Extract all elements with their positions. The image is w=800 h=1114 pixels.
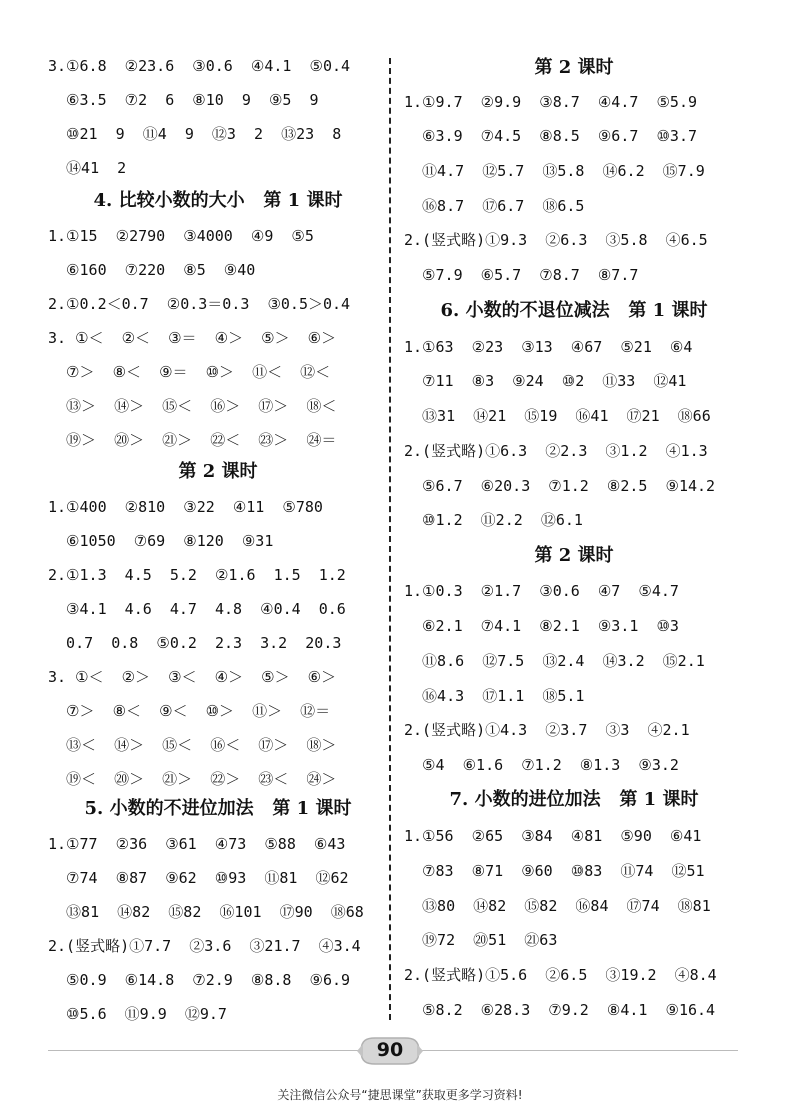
column-divider: [389, 58, 391, 1020]
answer-line: ⑲72 ⑳51 ㉑63: [404, 931, 558, 949]
answer-line: ⑩21 9 ⑪4 9 ⑫3 2 ⑬23 8: [48, 125, 342, 143]
answer-line: 1.①63 ②23 ③13 ④67 ⑤21 ⑥4: [404, 338, 693, 356]
answer-line: ⑤6.7 ⑥20.3 ⑦1.2 ⑧2.5 ⑨14.2: [404, 477, 716, 495]
answer-line: 1.①56 ②65 ③84 ④81 ⑤90 ⑥41: [404, 827, 702, 845]
answer-line: 2.①0.2＜0.7 ②0.3＝0.3 ③0.5＞0.4: [48, 295, 351, 313]
answer-line: ⑪8.6 ⑫7.5 ⑬2.4 ⑭3.2 ⑮2.1: [404, 652, 705, 670]
answer-line: ⑯4.3 ⑰1.1 ⑱5.1: [404, 687, 585, 705]
answer-line: ⑥2.1 ⑦4.1 ⑧2.1 ⑨3.1 ⑩3: [404, 617, 679, 635]
answer-line: 0.7 0.8 ⑤0.2 2.3 3.2 20.3: [48, 634, 342, 652]
answer-line: ⑥160 ⑦220 ⑧5 ⑨40: [48, 261, 256, 279]
section-heading: 4. 比较小数的大小 第 1 课时: [93, 190, 343, 211]
answer-line: ③4.1 4.6 4.7 4.8 ④0.4 0.6: [48, 600, 346, 618]
answer-line: ⑯8.7 ⑰6.7 ⑱6.5: [404, 197, 585, 215]
answer-line: 2.(竖式略)①5.6 ②6.5 ③19.2 ④8.4: [404, 966, 717, 984]
answer-line: 3. ①＜ ②＜ ③＝ ④＞ ⑤＞ ⑥＞: [48, 329, 337, 347]
answer-line: ⑦＞ ⑧＜ ⑨＝ ⑩＞ ⑪＜ ⑫＜: [48, 363, 331, 381]
answer-line: 2.(竖式略)①4.3 ②3.7 ③3 ④2.1: [404, 721, 690, 739]
answer-line: ⑲＜ ⑳＞ ㉑＞ ㉒＞ ㉓＜ ㉔＞: [48, 770, 337, 788]
page-number-badge: [357, 1034, 423, 1068]
answer-line: ⑤8.2 ⑥28.3 ⑦9.2 ⑧4.1 ⑨16.4: [404, 1001, 716, 1019]
answer-line: ⑦74 ⑧87 ⑨62 ⑩93 ⑪81 ⑫62: [48, 869, 349, 887]
answer-line: 2.(竖式略)①7.7 ②3.6 ③21.7 ④3.4: [48, 937, 361, 955]
answer-line: 1.①400 ②810 ③22 ④11 ⑤780: [48, 498, 323, 516]
answer-line: ⑬80 ⑭82 ⑮82 ⑯84 ⑰74 ⑱81: [404, 897, 711, 915]
section-heading: 7. 小数的进位加法 第 1 课时: [449, 789, 699, 810]
answer-line: ⑤0.9 ⑥14.8 ⑦2.9 ⑧8.8 ⑨6.9: [48, 971, 351, 989]
answer-line: 3.①6.8 ②23.6 ③0.6 ④4.1 ⑤0.4: [48, 57, 351, 75]
section-heading: 5. 小数的不进位加法 第 1 课时: [84, 798, 352, 819]
answer-line: ⑬81 ⑭82 ⑮82 ⑯101 ⑰90 ⑱68: [48, 903, 364, 921]
answer-line: 1.①9.7 ②9.9 ③8.7 ④4.7 ⑤5.9: [404, 93, 698, 111]
answer-line: 2.①1.3 4.5 5.2 ②1.6 1.5 1.2: [48, 566, 346, 584]
answer-line: ⑬＞ ⑭＞ ⑮＜ ⑯＞ ⑰＞ ⑱＜: [48, 397, 337, 415]
answer-line: 1.①77 ②36 ③61 ④73 ⑤88 ⑥43: [48, 835, 346, 853]
lesson-heading: 第 2 课时: [534, 57, 614, 78]
answer-line: ⑩1.2 ⑪2.2 ⑫6.1: [404, 511, 583, 529]
page-number: 90: [376, 1039, 404, 1061]
answer-line: ⑭41 2: [48, 159, 127, 177]
answer-line: ⑪4.7 ⑫5.7 ⑬5.8 ⑭6.2 ⑮7.9: [404, 162, 705, 180]
answer-line: ⑦＞ ⑧＜ ⑨＜ ⑩＞ ⑪＞ ⑫＝: [48, 702, 331, 720]
answer-line: ⑦83 ⑧71 ⑨60 ⑩83 ⑪74 ⑫51: [404, 862, 705, 880]
answer-line: ⑩5.6 ⑪9.9 ⑫9.7: [48, 1005, 227, 1023]
answer-line: ⑬＜ ⑭＞ ⑮＜ ⑯＜ ⑰＞ ⑱＞: [48, 736, 337, 754]
answer-line: 1.①0.3 ②1.7 ③0.6 ④7 ⑤4.7: [404, 582, 679, 600]
lesson-heading: 第 2 课时: [534, 545, 614, 566]
section-heading: 6. 小数的不退位减法 第 1 课时: [440, 300, 708, 321]
answer-line: ⑲＞ ⑳＞ ㉑＞ ㉒＜ ㉓＞ ㉔＝: [48, 431, 337, 449]
footer-note: 关注微信公众号“捷思课堂”获取更多学习资料!: [277, 1088, 523, 1102]
answer-line: 2.(竖式略)①9.3 ②6.3 ③5.8 ④6.5: [404, 231, 708, 249]
answer-line: ⑥1050 ⑦69 ⑧120 ⑨31: [48, 532, 274, 550]
answer-line: ⑬31 ⑭21 ⑮19 ⑯41 ⑰21 ⑱66: [404, 407, 711, 425]
answer-line: ⑥3.9 ⑦4.5 ⑧8.5 ⑨6.7 ⑩3.7: [404, 127, 698, 145]
answer-line: 2.(竖式略)①6.3 ②2.3 ③1.2 ④1.3: [404, 442, 708, 460]
answer-line: ⑦11 ⑧3 ⑨24 ⑩2 ⑪33 ⑫41: [404, 372, 687, 390]
answer-line: ⑤7.9 ⑥5.7 ⑦8.7 ⑧7.7: [404, 266, 639, 284]
answer-line: ⑤4 ⑥1.6 ⑦1.2 ⑧1.3 ⑨3.2: [404, 756, 679, 774]
lesson-heading: 第 2 课时: [178, 461, 258, 482]
answer-line: 3. ①＜ ②＞ ③＜ ④＞ ⑤＞ ⑥＞: [48, 668, 337, 686]
answer-line: ⑥3.5 ⑦2 6 ⑧10 9 ⑨5 9: [48, 91, 319, 109]
answer-line: 1.①15 ②2790 ③4000 ④9 ⑤5: [48, 227, 314, 245]
